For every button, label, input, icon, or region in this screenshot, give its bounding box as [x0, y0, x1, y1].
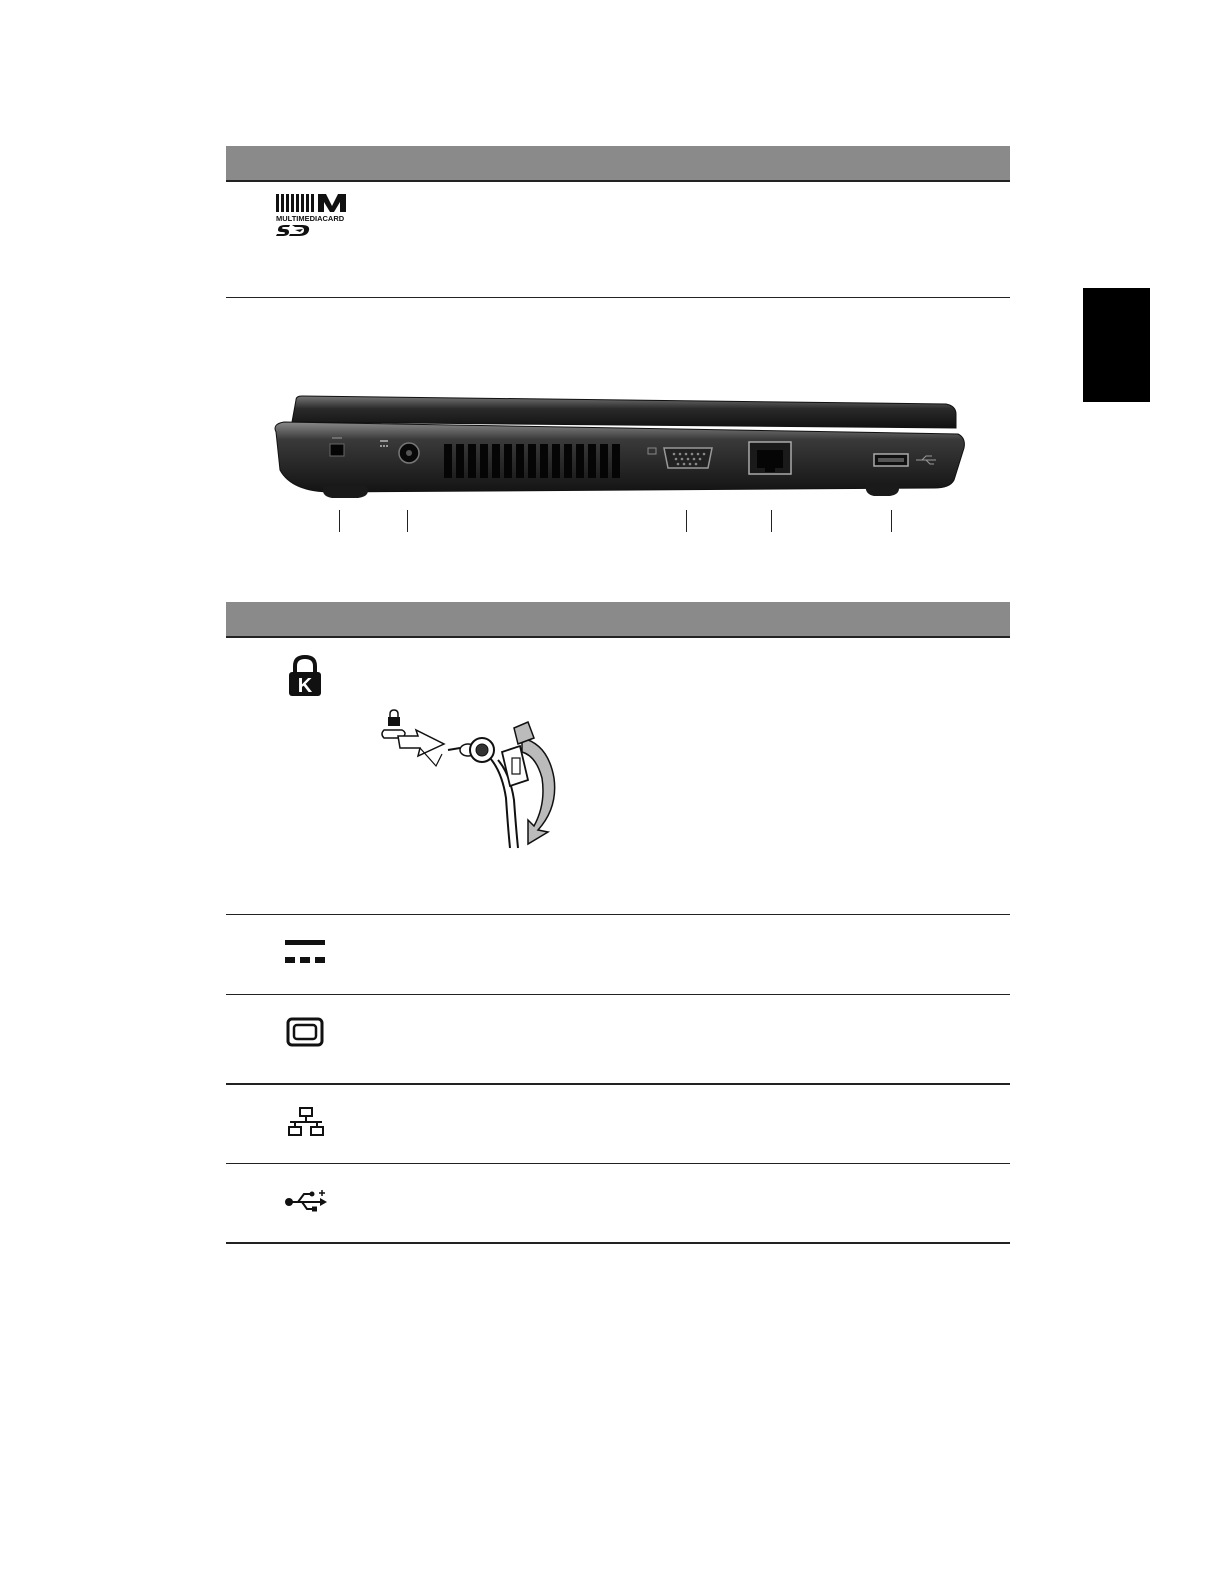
multimediacard-sd-logo-icon — [276, 194, 348, 240]
bottom-table-end-rule — [226, 1242, 1010, 1244]
svg-text:K: K — [297, 675, 313, 697]
top-table-bottom-rule — [226, 297, 1010, 298]
row-divider-4 — [226, 1163, 1010, 1164]
callout-line-2 — [407, 510, 408, 532]
kensington-lock-icon — [287, 655, 323, 697]
network-lan-icon — [287, 1107, 325, 1137]
dc-power-icon — [284, 939, 326, 965]
callout-line-5 — [891, 510, 892, 532]
row-divider-1 — [226, 914, 1010, 915]
callout-line-1 — [339, 510, 340, 532]
vga-display-icon — [286, 1017, 324, 1047]
svg-text:MULTIMEDIACARD: MULTIMEDIACARD — [276, 214, 345, 223]
chapter-side-tab — [1083, 288, 1150, 402]
lock-cable-illustration — [378, 708, 566, 850]
top-table-header — [226, 146, 1010, 182]
laptop-left-view-image — [262, 392, 974, 504]
row-divider-2 — [226, 994, 1010, 995]
usb-icon — [284, 1187, 328, 1213]
bottom-table-header — [226, 602, 1010, 638]
callout-line-4 — [771, 510, 772, 532]
row-divider-3 — [226, 1083, 1010, 1085]
callout-line-3 — [686, 510, 687, 532]
